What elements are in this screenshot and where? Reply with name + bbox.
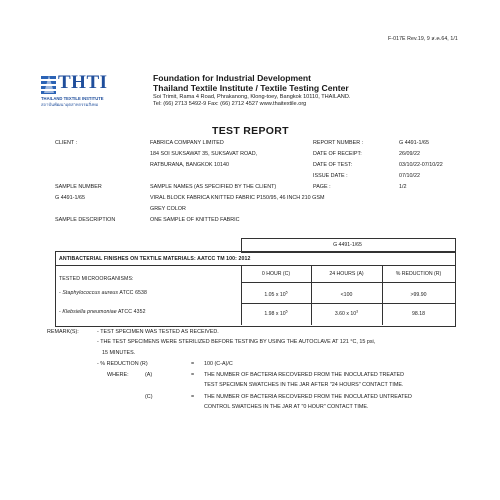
client-address-1: 184 SOI SUKSAWAT 35, SUKSAVAT ROAD, <box>150 151 258 157</box>
col-header-reduction: % REDUCTION (R) <box>395 271 442 277</box>
equals-sign: = <box>191 394 195 400</box>
org-address: Soi Trimit, Rama 4 Road, Phrakanong, Klong-toey, Bangkok 10110, THAILAND. <box>153 94 351 100</box>
organism-name: Staphylococcus aureus <box>62 290 119 296</box>
row2-0h-value: 1.98 x $10^5$ <box>264 309 288 317</box>
row2-reduction: 98.18 <box>412 311 425 317</box>
thti-logo <box>41 73 123 107</box>
definition-a-2: TEST SPECIMEN SWATCHES IN THE JAR AFTER "24 HOURS" CONTACT TIME. <box>204 382 404 388</box>
reduction-formula: 100 (C-A)/C <box>204 361 233 367</box>
sample-name-2: GREY COLOR <box>150 206 186 212</box>
sample-description: ONE SAMPLE OF KNITTED FABRIC <box>150 217 240 223</box>
client-label: CLIENT : <box>55 140 78 146</box>
date-test-label: DATE OF TEST: <box>313 162 353 168</box>
sample-number: G 4491-1/65 <box>55 195 85 201</box>
logo-subtitle-en: THAILAND TEXTILE INSTITUTE <box>41 96 104 101</box>
col-header-24h: 24 HOURS (A) <box>329 271 364 277</box>
table-row: - Staphylococcus aureus ATCC 6538 <box>59 290 148 296</box>
equals-sign: = <box>191 372 195 378</box>
sample-description-label: SAMPLE DESCRIPTION <box>55 217 116 223</box>
table-sample-id: G 4491-1/65 <box>333 242 362 248</box>
page-title: TEST REPORT <box>212 125 289 137</box>
organism-atcc: ATCC 4352 <box>117 309 146 315</box>
form-code: F-017E Rev.19, 9 ส.ค.64, 1/1 <box>388 36 458 42</box>
definition-a-1: THE NUMBER OF BACTERIA RECOVERED FROM THE INOCULATED TREATED <box>204 372 404 378</box>
definition-c-1: THE NUMBER OF BACTERIA RECOVERED FROM THE INOCULATED UNTREATED <box>204 394 412 400</box>
row1-24h-value: <100 <box>340 292 353 298</box>
date-test: 03/10/22-07/10/22 <box>399 162 443 168</box>
row2-24h-value: 3.60 x $10^3$ <box>334 309 359 317</box>
sample-names-label: SAMPLE NAMES (AS SPECIFIED BY THE CLIENT) <box>150 184 277 190</box>
client-name: FABRICA COMPANY LIMITED <box>150 140 224 146</box>
logo-subtitle-th: สถาบันพัฒนาอุตสาหกรรมสิ่งทอ <box>41 102 99 107</box>
date-receipt: 26/09/22 <box>399 151 420 157</box>
remark-2: - THE TEST SPECIMENS WERE STERILIZED BEFORE TESTING BY USING THE AUTOCLAVE AT 121 °C, 15 psi, <box>97 339 376 345</box>
microorganisms-label: TESTED MICROORGANISMS: <box>59 276 134 282</box>
symbol-a: (A) <box>145 372 153 378</box>
remark-1: - TEST SPECIMEN WAS TESTED AS RECEIVED. <box>97 329 219 335</box>
table-divider <box>55 265 455 266</box>
org-name: Foundation for Industrial Development <box>153 73 312 83</box>
row1-reduction: >99.90 <box>410 292 427 298</box>
remark-2-cont: 15 MINUTES. <box>102 350 136 356</box>
org-contact: Tel: (66) 2713 5492-9 Fax: (66) 2712 4527 www.thaitextile.org <box>153 101 307 107</box>
table-row: - Klebsiella pneumoniae ATCC 4352 <box>59 309 146 315</box>
page-number: 1/2 <box>399 184 407 190</box>
client-address-2: RATBURANA, BANGKOK 10140 <box>150 162 229 168</box>
col-header-0h: 0 HOUR (C) <box>261 271 291 277</box>
organism-atcc: ATCC 6538 <box>119 290 148 296</box>
row1-0h-value: 1.05 x $10^5$ <box>264 290 288 298</box>
organism-name: Klebsiella pneumoniae <box>62 309 117 315</box>
issue-date-label: ISSUE DATE : <box>313 173 348 179</box>
symbol-c: (C) <box>145 394 153 400</box>
org-institute: Thailand Textile Institute / Textile Testing Center <box>153 83 349 93</box>
equals-sign: = <box>191 361 195 367</box>
remarks-label: REMARK(S): <box>47 329 79 335</box>
issue-date: 07/10/22 <box>399 173 420 179</box>
report-number-label: REPORT NUMBER : <box>313 140 364 146</box>
table-divider <box>241 282 455 283</box>
table-divider <box>241 303 455 304</box>
where-label: WHERE: <box>107 372 129 378</box>
sample-name-1: VIRAL BLOCK FABRICA KNITTED FABRIC P150/95, 46 INCH 210 GSM <box>150 195 325 201</box>
report-number: G 4491-1/65 <box>399 140 429 146</box>
page-label: PAGE : <box>313 184 331 190</box>
test-method: ANTIBACTERIAL FINISHES ON TEXTILE MATERIALS: AATCC TM 100: 2012 <box>59 256 251 262</box>
date-receipt-label: DATE OF RECEIPT: <box>313 151 362 157</box>
definition-c-2: CONTROL SWATCHES IN THE JAR AT "0 HOUR" CONTACT TIME. <box>204 404 369 410</box>
logo-text: THTI <box>58 72 108 93</box>
sample-number-label: SAMPLE NUMBER <box>55 184 102 190</box>
remark-3: - % REDUCTION (R) <box>97 361 148 367</box>
